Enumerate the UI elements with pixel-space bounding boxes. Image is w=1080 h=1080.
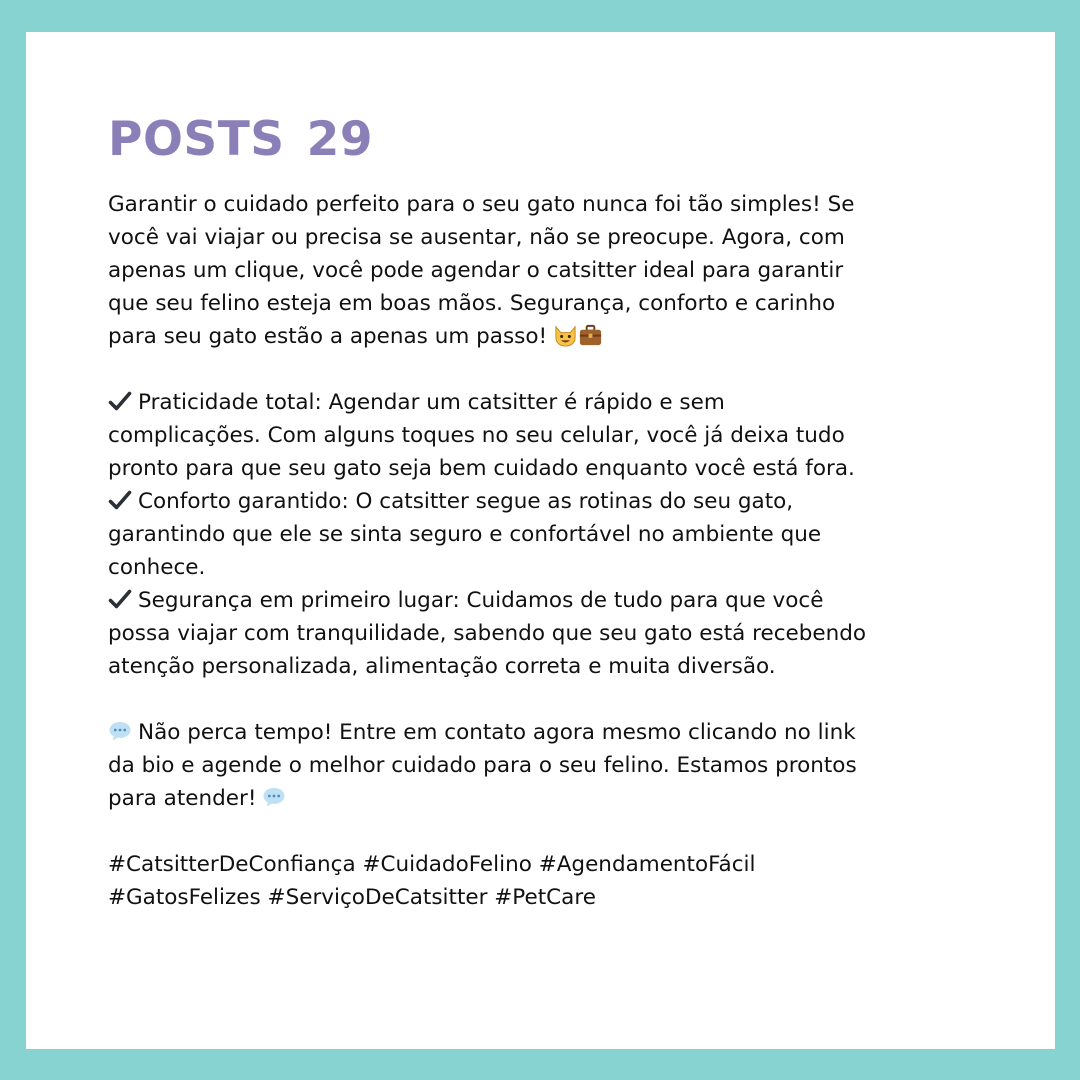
intro-line: Garantir o cuidado perfeito para o seu gato nunca foi tão simples! Se — [108, 192, 855, 217]
title-number: 29 — [306, 112, 374, 167]
feature-line — [108, 485, 988, 518]
intro-line: para seu gato estão a apenas um passo! — [108, 324, 548, 349]
checkmark-icon — [108, 588, 132, 610]
feature-line — [108, 584, 988, 617]
cta-text: Não perca tempo! Entre em contato agora mesmo clicando no link — [138, 720, 856, 745]
emoji-group — [553, 323, 603, 348]
feature-text: Conforto garantido: O catsitter segue as rotinas do seu gato, — [138, 489, 794, 514]
intro-line: que seu felino esteja em boas mãos. Segurança, conforto e carinho — [108, 291, 836, 316]
hashtag-line: #CatsitterDeConfiança #CuidadoFelino #AgendamentoFácil — [108, 852, 756, 877]
intro-line: você vai viajar ou precisa se ausentar, não se preocupe. Agora, com — [108, 225, 845, 250]
feature-text: Praticidade total: Agendar um catsitter é rápido e sem — [138, 390, 725, 415]
briefcase-icon — [578, 323, 603, 348]
hashtag-line: #GatosFelizes #ServiçoDeCatsitter #PetCare — [108, 885, 596, 910]
feature-line — [108, 386, 988, 419]
feature-line: complicações. Com alguns toques no seu celular, você já deixa tudo — [108, 423, 845, 448]
page-title — [108, 104, 988, 176]
feature-line: pronto para que seu gato seja bem cuidado enquanto você está fora. — [108, 456, 855, 481]
feature-line: conhece. — [108, 555, 206, 580]
intro-line-last — [108, 320, 988, 353]
checkmark-icon — [108, 489, 132, 511]
speech-bubble-icon — [262, 786, 286, 808]
post-card — [26, 32, 1055, 1049]
feature-line: possa viajar com tranquilidade, sabendo que seu gato está recebendo — [108, 621, 867, 646]
cat-face-icon — [553, 323, 578, 348]
feature-line: atenção personalizada, alimentação correta e muita diversão. — [108, 654, 776, 679]
title-word: POSTS — [108, 112, 285, 167]
cta-text: para atender! — [108, 786, 257, 811]
feature-text: Segurança em primeiro lugar: Cuidamos de tudo para que você — [138, 588, 824, 613]
post-body — [108, 188, 988, 914]
intro-line: apenas um clique, você pode agendar o catsitter ideal para garantir — [108, 258, 844, 283]
cta-line — [108, 716, 988, 749]
cta-line — [108, 782, 988, 815]
cta-line: da bio e agende o melhor cuidado para o seu felino. Estamos prontos — [108, 753, 857, 778]
feature-line: garantindo que ele se sinta seguro e confortável no ambiente que — [108, 522, 822, 547]
checkmark-icon — [108, 390, 132, 412]
post-content — [108, 104, 988, 914]
speech-bubble-icon — [108, 720, 132, 742]
